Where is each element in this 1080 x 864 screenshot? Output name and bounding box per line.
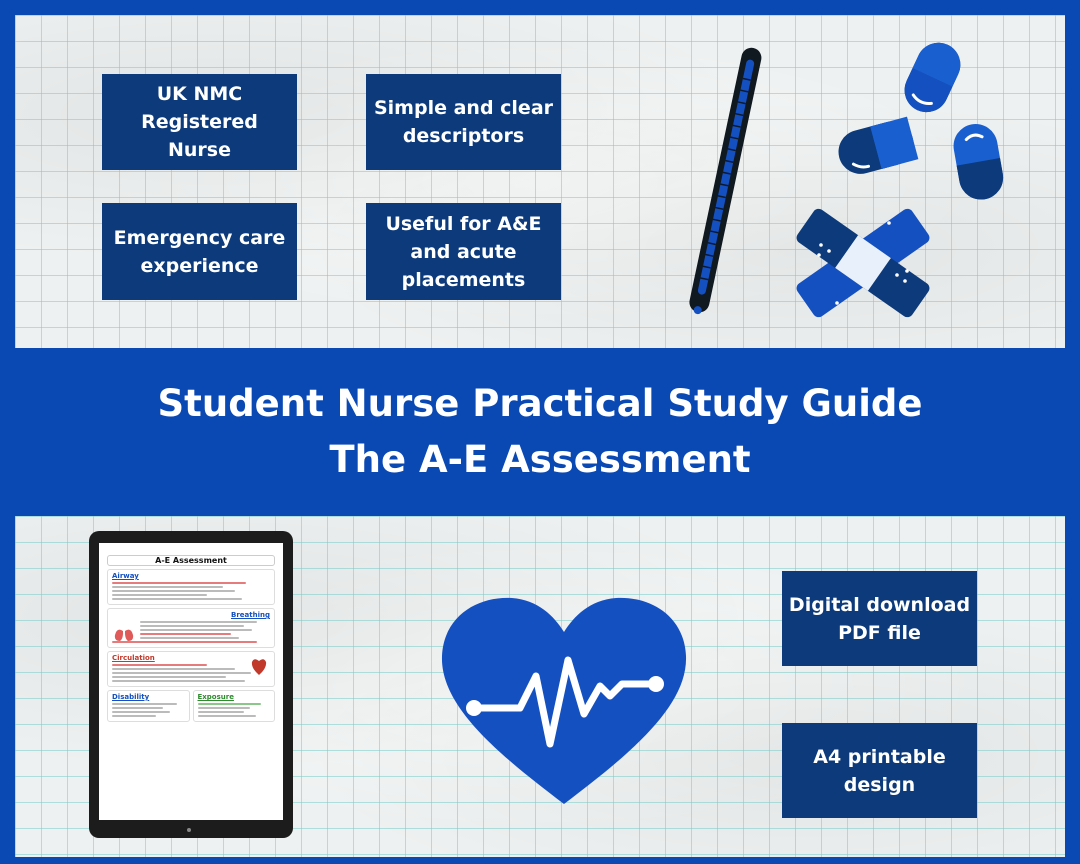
- feature-text: Registered Nurse: [141, 111, 258, 161]
- document-row: [107, 690, 275, 725]
- section-heading: Disability: [112, 693, 150, 701]
- feature-text: placements: [401, 268, 526, 291]
- heart-organ-icon: [250, 656, 268, 676]
- document-section-circulation: [107, 651, 275, 687]
- section-heading: Circulation: [112, 654, 155, 662]
- section-heading: Airway: [112, 572, 139, 580]
- feature-text: UK NMC: [156, 83, 243, 105]
- feature-box-printable: [782, 723, 977, 818]
- feature-text: and acute: [410, 240, 517, 263]
- bottom-panel: [15, 516, 1065, 857]
- tablet-icon: [89, 531, 293, 838]
- feature-box-acute: [366, 203, 561, 300]
- top-panel: [15, 15, 1065, 348]
- feature-text: Simple and clear: [373, 97, 554, 119]
- title-line-1: Student Nurse Practical Study Guide: [157, 382, 923, 425]
- feature-box-nmc: [102, 74, 297, 170]
- feature-text: A4 printable: [813, 745, 946, 768]
- bandage-icon: [793, 193, 933, 333]
- document-section-disability: [107, 690, 190, 722]
- lungs-icon: [112, 621, 136, 643]
- document-section-airway: [107, 569, 275, 605]
- feature-text: experience: [140, 254, 259, 277]
- feature-text: Digital download: [788, 593, 971, 616]
- feature-box-emergency: [102, 203, 297, 300]
- title-line-2: The A-E Assessment: [329, 438, 751, 481]
- feature-box-digital: [782, 571, 977, 666]
- document-section-exposure: [193, 690, 276, 722]
- feature-text: descriptors: [402, 125, 525, 147]
- feature-text: Emergency care: [113, 226, 286, 249]
- section-heading: Exposure: [197, 693, 234, 701]
- page-title: [0, 348, 1080, 516]
- feature-text: Useful for A&E: [385, 212, 542, 235]
- feature-box-descriptors: [366, 74, 561, 170]
- feature-text: PDF file: [838, 621, 921, 644]
- heart-icon: [438, 594, 690, 806]
- thermometer-icon: [670, 37, 780, 327]
- document-section-breathing: [107, 608, 275, 648]
- tablet-home-dot: [187, 828, 191, 832]
- feature-text: design: [843, 773, 916, 796]
- document-title: A-E Assessment: [107, 555, 275, 566]
- section-heading: Breathing: [231, 611, 270, 619]
- tablet-screen: [99, 543, 283, 820]
- pill-icon: [830, 30, 1030, 210]
